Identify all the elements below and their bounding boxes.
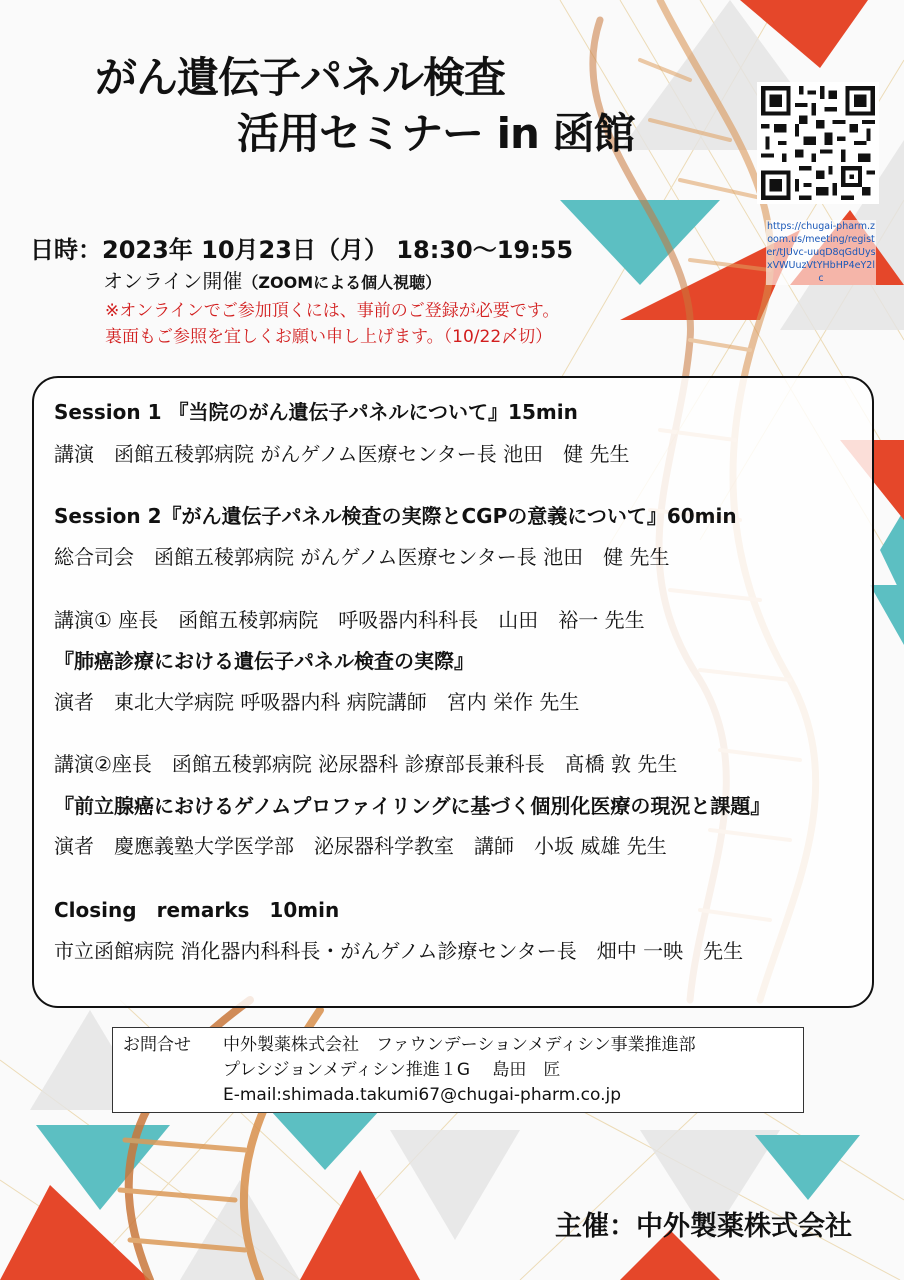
qr-code[interactable] xyxy=(757,82,879,204)
program-box xyxy=(32,376,874,1008)
contact-label: お問合せ xyxy=(123,1035,191,1055)
online-label: オンライン開催 xyxy=(103,269,243,293)
session-1-title: Session 1 『当院のがん遺伝子パネルについて』15min xyxy=(54,400,578,424)
notice-line-1: ※オンラインでご参加頂くには、事前のご登録が必要です。 xyxy=(105,301,560,321)
title-line-1: がん遺伝子パネル検査 xyxy=(95,53,506,102)
online-format xyxy=(103,265,441,294)
registration-notice xyxy=(105,298,559,350)
lecture-1-chair: 講演① 座長 函館五稜郭病院 呼吸器内科科長 山田 裕一 先生 xyxy=(54,608,645,632)
closing-speaker: 市立函館病院 消化器内科科長・がんゲノム診療センター長 畑中 一映 先生 xyxy=(54,939,744,963)
event-date: 日時：2023年 10月23日（月） 18:30～19:55 xyxy=(30,236,574,264)
contact-organization: 中外製薬株式会社 ファウンデーションメディシン事業推進部 xyxy=(223,1035,696,1055)
contact-person: プレシジョンメディシン推進１G 島田 匠 xyxy=(223,1060,561,1080)
title-line-2: 活用セミナー in 函館 xyxy=(237,109,635,158)
page-title xyxy=(95,50,635,162)
session-1-speaker: 講演 函館五稜郭病院 がんゲノム医療センター長 池田 健 先生 xyxy=(54,442,630,466)
session-2-moderator: 総合司会 函館五稜郭病院 がんゲノム医療センター長 池田 健 先生 xyxy=(54,545,670,569)
lecture-2-title: 『前立腺癌におけるゲノムプロファイリングに基づく個別化医療の現況と課題』 xyxy=(54,794,771,818)
lecture-1-title: 『肺癌診療における遺伝子パネル検査の実際』 xyxy=(54,649,474,673)
contact-box xyxy=(112,1027,804,1113)
session-2-title: Session 2『がん遺伝子パネル検査の実際とCGPの意義について』60min xyxy=(54,504,737,528)
organizer: 主催：中外製薬株式会社 xyxy=(555,1211,852,1242)
notice-line-2: 裏面もご参照を宜しくお願い申し上げます。（10/22〆切） xyxy=(105,327,553,347)
lecture-1-speaker: 演者 東北大学病院 呼吸器内科 病院講師 宮内 栄作 先生 xyxy=(54,690,580,714)
closing-title: Closing remarks 10min xyxy=(54,898,340,922)
lecture-2-speaker: 演者 慶應義塾大学医学部 泌尿器科学教室 講師 小坂 威雄 先生 xyxy=(54,834,667,858)
online-note: （ZOOMによる個人視聴） xyxy=(242,273,442,292)
registration-link[interactable]: https://chugai-pharm.zoom.us/meeting/register/tJUvc-uuqD8qGdUysxVWUuzVtYHbHP4eY2lc xyxy=(766,221,876,284)
lecture-2-chair: 講演②座長 函館五稜郭病院 泌尿器科 診療部長兼科長 髙橋 敦 先生 xyxy=(54,752,678,776)
contact-email[interactable]: E-mail:shimada.takumi67@chugai-pharm.co.jp xyxy=(223,1085,622,1105)
